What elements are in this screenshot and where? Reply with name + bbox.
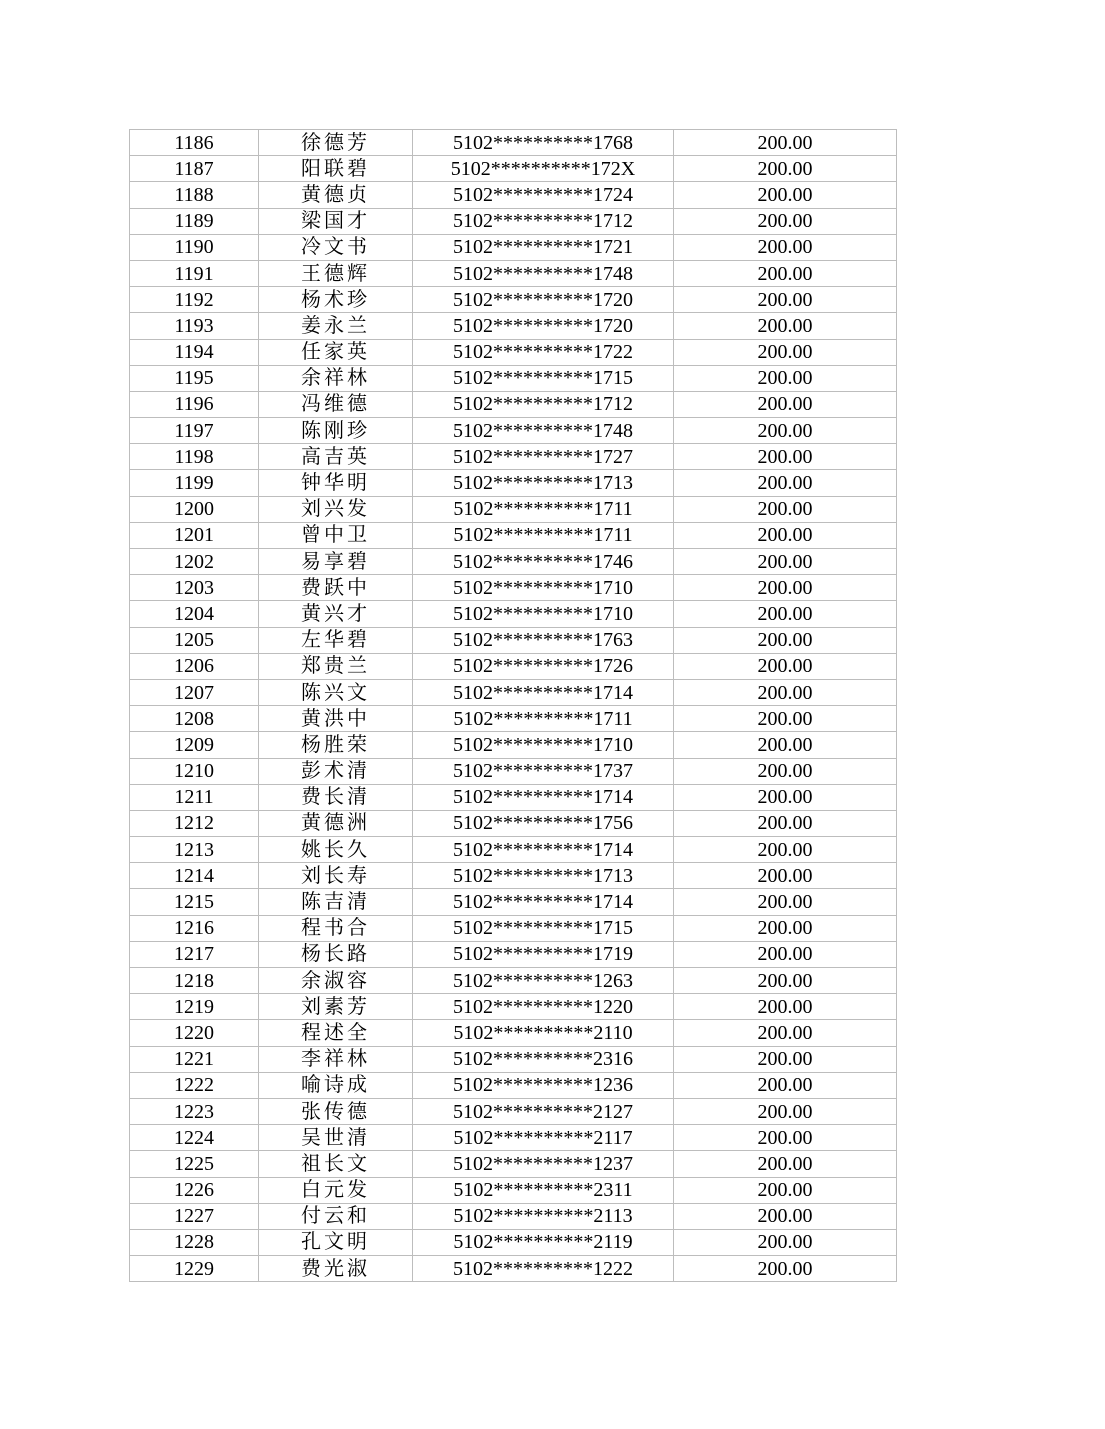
id-number-cell: 5102**********2110: [413, 1020, 674, 1046]
name-cell: 冯维德: [259, 391, 413, 417]
name-cell: 冷文书: [259, 234, 413, 260]
table-row: [130, 994, 897, 1020]
table-row: [130, 1072, 897, 1098]
row-number-cell: 1191: [130, 260, 259, 286]
table-row: [130, 391, 897, 417]
row-number-cell: 1200: [130, 496, 259, 522]
id-number-cell: 5102**********1763: [413, 627, 674, 653]
row-number-cell: 1220: [130, 1020, 259, 1046]
name-cell: 杨术珍: [259, 287, 413, 313]
table-row: [130, 1177, 897, 1203]
id-number-cell: 5102**********1263: [413, 968, 674, 994]
id-number-cell: 5102**********1726: [413, 653, 674, 679]
id-number-cell: 5102**********1236: [413, 1072, 674, 1098]
row-number-cell: 1218: [130, 968, 259, 994]
row-number-cell: 1204: [130, 601, 259, 627]
name-cell: 姚长久: [259, 837, 413, 863]
table-row: [130, 889, 897, 915]
name-cell: 吴世清: [259, 1125, 413, 1151]
name-cell: 刘兴发: [259, 496, 413, 522]
table-row: [130, 182, 897, 208]
amount-cell: 200.00: [674, 391, 897, 417]
roster-table: [129, 129, 897, 1282]
name-cell: 白元发: [259, 1177, 413, 1203]
row-number-cell: 1197: [130, 418, 259, 444]
table-row: [130, 810, 897, 836]
row-number-cell: 1206: [130, 653, 259, 679]
name-cell: 陈兴文: [259, 679, 413, 705]
amount-cell: 200.00: [674, 1098, 897, 1124]
name-cell: 祖长文: [259, 1151, 413, 1177]
row-number-cell: 1224: [130, 1125, 259, 1151]
amount-cell: 200.00: [674, 732, 897, 758]
id-number-cell: 5102**********1710: [413, 601, 674, 627]
id-number-cell: 5102**********2311: [413, 1177, 674, 1203]
row-number-cell: 1202: [130, 549, 259, 575]
amount-cell: 200.00: [674, 522, 897, 548]
table-row: [130, 784, 897, 810]
table-row: [130, 287, 897, 313]
amount-cell: 200.00: [674, 601, 897, 627]
id-number-cell: 5102**********1714: [413, 889, 674, 915]
id-number-cell: 5102**********1713: [413, 863, 674, 889]
name-cell: 张传德: [259, 1098, 413, 1124]
id-number-cell: 5102**********1720: [413, 313, 674, 339]
id-number-cell: 5102**********1712: [413, 208, 674, 234]
id-number-cell: 5102**********1756: [413, 810, 674, 836]
table-row: [130, 130, 897, 156]
id-number-cell: 5102**********1721: [413, 234, 674, 260]
amount-cell: 200.00: [674, 758, 897, 784]
id-number-cell: 5102**********1237: [413, 1151, 674, 1177]
amount-cell: 200.00: [674, 1151, 897, 1177]
amount-cell: 200.00: [674, 706, 897, 732]
row-number-cell: 1226: [130, 1177, 259, 1203]
name-cell: 黄洪中: [259, 706, 413, 732]
table-row: [130, 601, 897, 627]
amount-cell: 200.00: [674, 941, 897, 967]
id-number-cell: 5102**********2119: [413, 1229, 674, 1255]
amount-cell: 200.00: [674, 182, 897, 208]
row-number-cell: 1211: [130, 784, 259, 810]
amount-cell: 200.00: [674, 915, 897, 941]
name-cell: 王德辉: [259, 260, 413, 286]
table-row: [130, 260, 897, 286]
name-cell: 黄德洲: [259, 810, 413, 836]
id-number-cell: 5102**********1713: [413, 470, 674, 496]
name-cell: 左华碧: [259, 627, 413, 653]
row-number-cell: 1203: [130, 575, 259, 601]
name-cell: 陈吉清: [259, 889, 413, 915]
table-row: [130, 1229, 897, 1255]
row-number-cell: 1198: [130, 444, 259, 470]
id-number-cell: 5102**********2127: [413, 1098, 674, 1124]
amount-cell: 200.00: [674, 889, 897, 915]
id-number-cell: 5102**********1711: [413, 522, 674, 548]
id-number-cell: 5102**********1714: [413, 837, 674, 863]
id-number-cell: 5102**********1711: [413, 706, 674, 732]
amount-cell: 200.00: [674, 234, 897, 260]
table-row: [130, 653, 897, 679]
amount-cell: 200.00: [674, 470, 897, 496]
id-number-cell: 5102**********1714: [413, 784, 674, 810]
table-row: [130, 732, 897, 758]
amount-cell: 200.00: [674, 1203, 897, 1229]
id-number-cell: 5102**********1746: [413, 549, 674, 575]
name-cell: 彭术清: [259, 758, 413, 784]
row-number-cell: 1194: [130, 339, 259, 365]
row-number-cell: 1228: [130, 1229, 259, 1255]
row-number-cell: 1216: [130, 915, 259, 941]
amount-cell: 200.00: [674, 418, 897, 444]
amount-cell: 200.00: [674, 339, 897, 365]
table-row: [130, 679, 897, 705]
name-cell: 程书合: [259, 915, 413, 941]
amount-cell: 200.00: [674, 784, 897, 810]
id-number-cell: 5102**********2117: [413, 1125, 674, 1151]
row-number-cell: 1186: [130, 130, 259, 156]
name-cell: 余淑容: [259, 968, 413, 994]
id-number-cell: 5102**********1724: [413, 182, 674, 208]
row-number-cell: 1221: [130, 1046, 259, 1072]
name-cell: 费光淑: [259, 1256, 413, 1282]
roster-table-body: [130, 130, 897, 1282]
table-row: [130, 470, 897, 496]
table-row: [130, 1125, 897, 1151]
row-number-cell: 1229: [130, 1256, 259, 1282]
row-number-cell: 1190: [130, 234, 259, 260]
id-number-cell: 5102**********1722: [413, 339, 674, 365]
table-row: [130, 339, 897, 365]
name-cell: 刘长寿: [259, 863, 413, 889]
row-number-cell: 1199: [130, 470, 259, 496]
table-row: [130, 1020, 897, 1046]
amount-cell: 200.00: [674, 575, 897, 601]
table-row: [130, 1151, 897, 1177]
table-row: [130, 496, 897, 522]
table-row: [130, 444, 897, 470]
id-number-cell: 5102**********1714: [413, 679, 674, 705]
id-number-cell: 5102**********1222: [413, 1256, 674, 1282]
name-cell: 黄兴才: [259, 601, 413, 627]
amount-cell: 200.00: [674, 1177, 897, 1203]
amount-cell: 200.00: [674, 1072, 897, 1098]
name-cell: 杨胜荣: [259, 732, 413, 758]
amount-cell: 200.00: [674, 130, 897, 156]
name-cell: 任家英: [259, 339, 413, 365]
name-cell: 余祥林: [259, 365, 413, 391]
id-number-cell: 5102**********1710: [413, 575, 674, 601]
name-cell: 易享碧: [259, 549, 413, 575]
row-number-cell: 1219: [130, 994, 259, 1020]
table-row: [130, 575, 897, 601]
row-number-cell: 1225: [130, 1151, 259, 1177]
table-row: [130, 968, 897, 994]
table-row: [130, 1256, 897, 1282]
name-cell: 徐德芳: [259, 130, 413, 156]
name-cell: 程述全: [259, 1020, 413, 1046]
name-cell: 杨长路: [259, 941, 413, 967]
amount-cell: 200.00: [674, 863, 897, 889]
id-number-cell: 5102**********1712: [413, 391, 674, 417]
table-row: [130, 208, 897, 234]
row-number-cell: 1217: [130, 941, 259, 967]
table-row: [130, 549, 897, 575]
id-number-cell: 5102**********2113: [413, 1203, 674, 1229]
id-number-cell: 5102**********1720: [413, 287, 674, 313]
amount-cell: 200.00: [674, 208, 897, 234]
table-row: [130, 1046, 897, 1072]
amount-cell: 200.00: [674, 156, 897, 182]
id-number-cell: 5102**********1768: [413, 130, 674, 156]
table-row: [130, 941, 897, 967]
row-number-cell: 1192: [130, 287, 259, 313]
table-row: [130, 1098, 897, 1124]
id-number-cell: 5102**********1220: [413, 994, 674, 1020]
amount-cell: 200.00: [674, 549, 897, 575]
id-number-cell: 5102**********172X: [413, 156, 674, 182]
name-cell: 钟华明: [259, 470, 413, 496]
id-number-cell: 5102**********1748: [413, 418, 674, 444]
name-cell: 陈刚珍: [259, 418, 413, 444]
row-number-cell: 1222: [130, 1072, 259, 1098]
name-cell: 孔文明: [259, 1229, 413, 1255]
amount-cell: 200.00: [674, 313, 897, 339]
amount-cell: 200.00: [674, 653, 897, 679]
amount-cell: 200.00: [674, 365, 897, 391]
name-cell: 阳联碧: [259, 156, 413, 182]
row-number-cell: 1195: [130, 365, 259, 391]
table-row: [130, 1203, 897, 1229]
amount-cell: 200.00: [674, 837, 897, 863]
row-number-cell: 1208: [130, 706, 259, 732]
table-row: [130, 706, 897, 732]
amount-cell: 200.00: [674, 260, 897, 286]
name-cell: 费长清: [259, 784, 413, 810]
row-number-cell: 1213: [130, 837, 259, 863]
amount-cell: 200.00: [674, 1020, 897, 1046]
name-cell: 刘素芳: [259, 994, 413, 1020]
row-number-cell: 1209: [130, 732, 259, 758]
table-row: [130, 156, 897, 182]
id-number-cell: 5102**********1719: [413, 941, 674, 967]
amount-cell: 200.00: [674, 968, 897, 994]
row-number-cell: 1196: [130, 391, 259, 417]
table-row: [130, 758, 897, 784]
table-row: [130, 234, 897, 260]
row-number-cell: 1201: [130, 522, 259, 548]
row-number-cell: 1227: [130, 1203, 259, 1229]
table-row: [130, 365, 897, 391]
row-number-cell: 1187: [130, 156, 259, 182]
table-row: [130, 313, 897, 339]
row-number-cell: 1223: [130, 1098, 259, 1124]
id-number-cell: 5102**********1711: [413, 496, 674, 522]
name-cell: 姜永兰: [259, 313, 413, 339]
row-number-cell: 1188: [130, 182, 259, 208]
row-number-cell: 1214: [130, 863, 259, 889]
table-row: [130, 863, 897, 889]
name-cell: 费跃中: [259, 575, 413, 601]
amount-cell: 200.00: [674, 496, 897, 522]
row-number-cell: 1189: [130, 208, 259, 234]
row-number-cell: 1212: [130, 810, 259, 836]
amount-cell: 200.00: [674, 1046, 897, 1072]
row-number-cell: 1207: [130, 679, 259, 705]
name-cell: 曾中卫: [259, 522, 413, 548]
amount-cell: 200.00: [674, 1256, 897, 1282]
id-number-cell: 5102**********1715: [413, 915, 674, 941]
id-number-cell: 5102**********1748: [413, 260, 674, 286]
table-row: [130, 522, 897, 548]
id-number-cell: 5102**********1715: [413, 365, 674, 391]
amount-cell: 200.00: [674, 679, 897, 705]
name-cell: 喻诗成: [259, 1072, 413, 1098]
row-number-cell: 1205: [130, 627, 259, 653]
id-number-cell: 5102**********1710: [413, 732, 674, 758]
amount-cell: 200.00: [674, 627, 897, 653]
table-row: [130, 837, 897, 863]
table-row: [130, 418, 897, 444]
table-row: [130, 627, 897, 653]
amount-cell: 200.00: [674, 1229, 897, 1255]
amount-cell: 200.00: [674, 994, 897, 1020]
row-number-cell: 1210: [130, 758, 259, 784]
name-cell: 付云和: [259, 1203, 413, 1229]
row-number-cell: 1215: [130, 889, 259, 915]
name-cell: 高吉英: [259, 444, 413, 470]
name-cell: 黄德贞: [259, 182, 413, 208]
table-row: [130, 915, 897, 941]
id-number-cell: 5102**********2316: [413, 1046, 674, 1072]
name-cell: 郑贵兰: [259, 653, 413, 679]
amount-cell: 200.00: [674, 1125, 897, 1151]
amount-cell: 200.00: [674, 444, 897, 470]
id-number-cell: 5102**********1737: [413, 758, 674, 784]
name-cell: 李祥林: [259, 1046, 413, 1072]
name-cell: 梁国才: [259, 208, 413, 234]
amount-cell: 200.00: [674, 810, 897, 836]
amount-cell: 200.00: [674, 287, 897, 313]
id-number-cell: 5102**********1727: [413, 444, 674, 470]
row-number-cell: 1193: [130, 313, 259, 339]
